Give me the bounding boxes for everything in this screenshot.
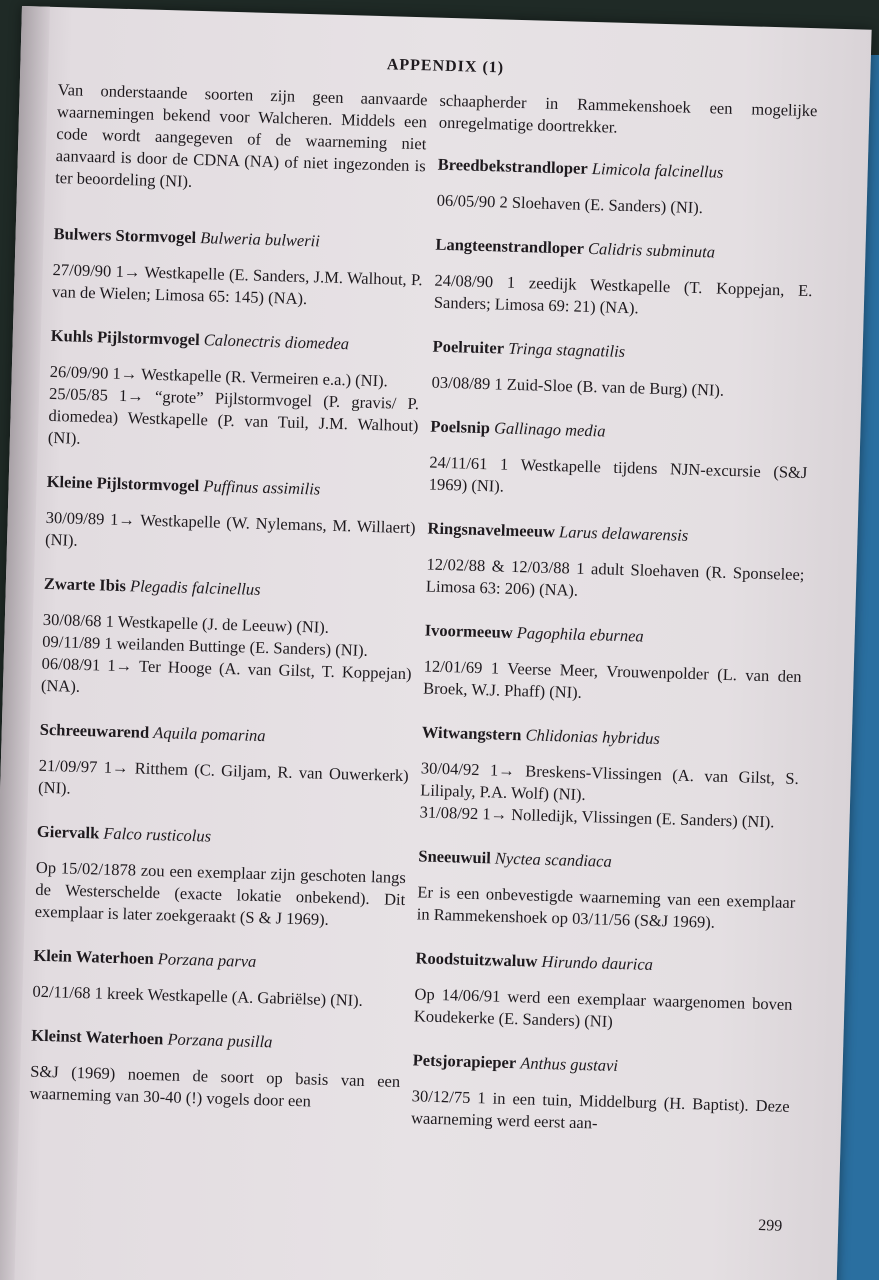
species-common-name: Langteenstrandloper: [435, 234, 585, 258]
species-title: [432, 336, 810, 369]
observation-record: 06/05/90 2 Sloehaven (E. Sanders) (NI).: [436, 190, 704, 218]
observation-record: 30/12/75 1 in een tuin, Middelburg (H. Baptist). Deze waarneming werd eerst aan-: [410, 1086, 790, 1133]
species-latin-name: Porzana parva: [157, 949, 257, 971]
observation-record: 25/05/85 1→ “grote” Pijlstormvogel (P. gravis/ P. diomedea) Westkapelle (P. van Tuil, J.M. Walhout) (NI).: [47, 383, 420, 448]
species-latin-name: Gallinago media: [493, 418, 606, 441]
observation-record: 12/02/88 & 12/03/88 1 adult Sloehaven (R. Sponselee; Limosa 63: 206) (NA).: [425, 554, 805, 600]
left-column: [29, 79, 428, 1137]
species-title: [33, 945, 403, 977]
observation-record: 30/08/68 1 Westkapelle (J. de Leeuw) (NI).: [42, 609, 330, 637]
species-title: [422, 721, 800, 754]
species-common-name: Klein Waterhoen: [33, 945, 154, 969]
right-species-list: [411, 154, 816, 1140]
species-title: [427, 518, 805, 551]
species-entry: [431, 336, 810, 405]
species-title: [31, 1025, 401, 1057]
species-title: [46, 471, 416, 503]
species-title: [435, 234, 813, 267]
species-latin-name: Anthus gustavi: [520, 1053, 619, 1076]
species-entry: [41, 573, 414, 707]
observation-record: 26/09/90 1→ Westkapelle (R. Vermeiren e.a.) (NI).: [49, 361, 389, 391]
species-entry: [29, 1025, 401, 1115]
species-common-name: Giervalk: [36, 821, 100, 843]
species-latin-name: Pagophila eburnea: [516, 623, 644, 646]
observation-record: 30/04/92 1→ Breskens-Vlissingen (A. van Gilst, S. Lilipaly, P.A. Wolf) (NI).: [420, 758, 799, 805]
species-common-name: Bulwers Stormvogel: [53, 223, 197, 247]
left-species-list: [29, 223, 423, 1115]
observation-record: S&J (1969) noemen de soort op basis van een waarneming van 30-40 (!) vogels door een: [29, 1061, 401, 1111]
species-latin-name: Chlidonias hybridus: [525, 725, 661, 749]
species-latin-name: Bulweria bulwerii: [199, 228, 321, 251]
species-entry: [32, 945, 403, 1013]
species-title: [39, 719, 409, 751]
observation-record: 12/01/69 1 Veerse Meer, Vrouwenpolder (L. van den Broek, W.J. Phaff) (NI).: [422, 656, 802, 702]
observation-record: 30/09/89 1→ Westkapelle (W. Nylemans, M. Willaert) (NI).: [44, 507, 416, 550]
species-entry: [419, 721, 800, 834]
observation-record: 09/11/89 1 weilanden Buttinge (E. Sanders) (NI).: [42, 631, 369, 660]
species-common-name: Kuhls Pijlstormvogel: [50, 325, 200, 350]
species-latin-name: Nyctea scandiaca: [494, 848, 613, 871]
observation-record: Er is een onbevestigde waarneming van een exemplaar in Rammekenshoek op 03/11/56 (S&J 1969).: [416, 882, 796, 932]
species-latin-name: Aquila pomarina: [153, 722, 266, 746]
observation-record: 21/09/97 1→ Ritthem (C. Giljam, R. van Ouwerkerk) (NI).: [37, 755, 409, 798]
observation-record: 31/08/92 1→ Nolledijk, Vlissingen (E. Sanders) (NI).: [419, 802, 775, 832]
observation-record: Op 14/06/91 werd een exemplaar waargenomen boven Koudekerke (E. Sanders) (NI): [413, 984, 793, 1031]
species-latin-name: Hirundo daurica: [541, 951, 654, 974]
species-common-name: Ivoormeeuw: [424, 620, 513, 642]
species-entry: [414, 947, 794, 1038]
species-latin-name: Limicola falcinellus: [591, 158, 724, 182]
species-common-name: Kleine Pijlstormvogel: [46, 471, 200, 496]
species-common-name: Sneeuwuil: [418, 846, 492, 868]
species-latin-name: Larus delawarensis: [558, 522, 689, 545]
species-entry: [434, 234, 814, 325]
page-header: APPENDIX (1): [386, 56, 505, 77]
species-common-name: Poelsnip: [430, 416, 491, 438]
species-title: [430, 416, 808, 449]
species-latin-name: Plegadis falcinellus: [129, 576, 261, 599]
species-latin-name: Porzana pusilla: [167, 1029, 273, 1052]
species-common-name: Roodstuitzwaluw: [415, 948, 538, 971]
page-number: 299: [757, 1217, 783, 1235]
observation-record: 03/08/89 1 Zuid-Sloe (B. van de Burg) (NI).: [431, 372, 725, 400]
species-title: [424, 619, 802, 652]
right-column: [410, 90, 818, 1162]
observation-record: 27/09/90 1→ Westkapelle (E. Sanders, J.M. Walhout, P. van de Wielen; Limosa 65: 145) (NA).: [51, 259, 423, 309]
species-entry: [428, 416, 808, 507]
observation-record: 02/11/68 1 kreek Westkapelle (A. Gabriëlse) (NI).: [32, 981, 364, 1010]
species-entry: [52, 223, 424, 313]
species-title: [418, 845, 796, 878]
species-entry: [423, 619, 803, 710]
species-common-name: Kleinst Waterhoen: [31, 1025, 164, 1049]
species-entry: [436, 154, 815, 223]
species-latin-name: Calidris subminuta: [587, 238, 716, 262]
species-latin-name: Falco rusticolus: [103, 823, 212, 846]
species-title: [412, 1049, 790, 1082]
species-entry: [416, 845, 796, 936]
intro-paragraph: Van onderstaande soorten zijn geen aanvaarde waarnemingen bekend voor Walcheren. Middels een code wordt aangegeven of de waarneming niet aanvaard is door de CDNA (NA) of niet ingezonden is ter beoordeling (NI).: [54, 80, 428, 191]
species-entry: [426, 518, 806, 609]
species-title: [37, 821, 407, 853]
species-common-name: Ringsnavelmeeuw: [427, 518, 556, 542]
species-common-name: Poelruiter: [432, 336, 505, 358]
observation-record: 24/08/90 1 zeedijk Westkapelle (T. Koppejan, E. Sanders; Limosa 69: 21) (NA).: [433, 270, 813, 318]
species-common-name: Petsjorapieper: [412, 1050, 517, 1073]
species-common-name: Breedbekstrandloper: [437, 154, 588, 178]
species-latin-name: Calonectris diomedea: [203, 330, 350, 354]
observation-record: 24/11/61 1 Westkapelle tijdens NJN-excursie (S&J 1969) (NI).: [428, 452, 808, 496]
observation-record: Op 15/02/1878 zou een exemplaar zijn geschoten langs de Westerschelde (exacte lokatie onbekend). Dit exemplaar is later zoekgeraakt (S & J 1969).: [34, 857, 407, 929]
species-common-name: Zwarte Ibis: [43, 573, 127, 596]
book-page: [0, 6, 872, 1280]
species-entry: [45, 471, 417, 561]
species-title: [415, 947, 793, 980]
species-title: [437, 154, 815, 187]
observation-record: 06/08/91 1→ Ter Hooge (A. van Gilst, T. Koppejan) (NA).: [40, 653, 412, 696]
continued-text: schaapherder in Rammekenshoek een mogelijke onregelmatige doortrekker.: [438, 90, 818, 137]
species-title: [50, 325, 420, 357]
species-entry: [48, 325, 421, 459]
species-latin-name: Tringa stagnatilis: [507, 338, 626, 361]
species-latin-name: Puffinus assimilis: [203, 476, 321, 499]
species-common-name: Witwangstern: [421, 722, 522, 745]
species-entry: [38, 719, 410, 809]
species-entry: [34, 821, 407, 933]
species-entry: [411, 1049, 791, 1140]
species-title: [44, 573, 414, 605]
species-common-name: Schreeuwarend: [39, 719, 150, 742]
species-title: [53, 223, 423, 255]
